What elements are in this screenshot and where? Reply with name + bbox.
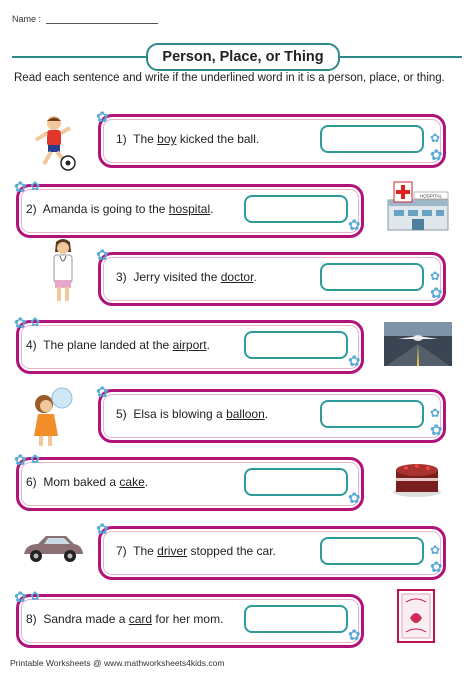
sentence-text: Amanda is going to the xyxy=(42,202,169,216)
airport-plane-picture xyxy=(384,322,452,366)
instructions: Read each sentence and write if the underlined word in it is a person, place, or thing. xyxy=(14,72,445,84)
flower-icon: ✿ xyxy=(348,353,361,370)
flower-icon: ✿ xyxy=(14,315,27,332)
flower-icon: ✿ xyxy=(430,559,443,576)
sentence-8 xyxy=(26,612,223,626)
hospital-building-picture xyxy=(386,178,450,232)
sentence-text: Mom baked a xyxy=(43,475,120,489)
answer-box-8[interactable] xyxy=(244,605,348,633)
item-number: 1) xyxy=(116,132,127,146)
flower-icon: ✿ xyxy=(96,521,109,538)
hospital-sign: HOSPITAL xyxy=(420,193,442,199)
flower-icon: ✿ xyxy=(430,406,441,420)
cake-picture xyxy=(392,458,442,498)
flower-icon: ✿ xyxy=(348,490,361,507)
item-number: 3) xyxy=(116,270,127,284)
underlined-word: card xyxy=(128,612,153,626)
sentence-2 xyxy=(26,202,214,216)
flower-icon: ✿ xyxy=(14,589,27,606)
underlined-word: hospital xyxy=(168,202,211,216)
flower-icon: ✿ xyxy=(30,452,41,466)
sentence-3 xyxy=(116,270,257,284)
flower-icon: ✿ xyxy=(430,285,443,302)
name-label: Name : xyxy=(12,14,42,24)
worksheet-title: Person, Place, or Thing xyxy=(146,43,340,71)
sentence-7 xyxy=(116,544,276,558)
underlined-word: driver xyxy=(157,544,188,558)
name-field-row xyxy=(12,14,158,24)
flower-icon: ✿ xyxy=(96,109,109,126)
underlined-word: balloon xyxy=(226,407,265,421)
sentence-text: . xyxy=(264,407,269,421)
footer-credit: Printable Worksheets @ www.mathworksheets4kids.com xyxy=(10,658,225,668)
flower-icon: ✿ xyxy=(30,315,41,329)
sentence-text: Sandra made a xyxy=(43,612,129,626)
sentence-text: . xyxy=(210,202,214,216)
answer-box-1[interactable] xyxy=(320,125,424,153)
flower-icon: ✿ xyxy=(14,179,27,196)
flower-icon: ✿ xyxy=(430,131,441,145)
answer-box-2[interactable] xyxy=(244,195,348,223)
sentence-text: Elsa is blowing a xyxy=(133,407,227,421)
underlined-word: boy xyxy=(157,132,177,146)
item-number: 7) xyxy=(116,544,127,558)
answer-box-4[interactable] xyxy=(244,331,348,359)
greeting-card-picture xyxy=(396,588,436,644)
underlined-word: doctor xyxy=(220,270,254,284)
sentence-5 xyxy=(116,407,268,421)
flower-icon: ✿ xyxy=(430,543,441,557)
flower-icon: ✿ xyxy=(96,384,109,401)
flower-icon: ✿ xyxy=(430,269,441,283)
flower-icon: ✿ xyxy=(430,147,443,164)
name-input-line[interactable] xyxy=(46,14,158,24)
sentence-4 xyxy=(26,338,210,352)
boy-kicking-ball-picture xyxy=(20,114,82,172)
flower-icon: ✿ xyxy=(30,179,41,193)
flower-icon: ✿ xyxy=(96,247,109,264)
answer-box-6[interactable] xyxy=(244,468,348,496)
item-number: 8) xyxy=(26,612,37,626)
sentence-text: Jerry visited the xyxy=(133,270,221,284)
sentence-text: The plane landed at the xyxy=(43,338,173,352)
girl-with-balloon-picture xyxy=(26,384,80,450)
flower-icon: ✿ xyxy=(430,422,443,439)
item-number: 4) xyxy=(26,338,37,352)
doctor-picture xyxy=(46,238,80,304)
answer-box-5[interactable] xyxy=(320,400,424,428)
sentence-1 xyxy=(116,132,259,146)
flower-icon: ✿ xyxy=(348,627,361,644)
flower-icon: ✿ xyxy=(14,452,27,469)
item-number: 2) xyxy=(26,202,37,216)
flower-icon: ✿ xyxy=(348,217,361,234)
sentence-text: kicked the ball. xyxy=(176,132,260,146)
item-number: 6) xyxy=(26,475,37,489)
item-number: 5) xyxy=(116,407,127,421)
sentence-text: . xyxy=(206,338,210,352)
sentence-text: stopped the car. xyxy=(187,544,276,558)
underlined-word: airport xyxy=(172,338,207,352)
sentence-text: . xyxy=(144,475,149,489)
sentence-text: . xyxy=(253,270,257,284)
sentence-text: The xyxy=(133,544,158,558)
flower-icon: ✿ xyxy=(30,589,41,603)
answer-box-3[interactable] xyxy=(320,263,424,291)
sentence-text: for her mom. xyxy=(152,612,224,626)
sentence-text: The xyxy=(133,132,158,146)
sentence-6 xyxy=(26,475,148,489)
underlined-word: cake xyxy=(119,475,145,489)
answer-box-7[interactable] xyxy=(320,537,424,565)
car-picture xyxy=(20,532,86,564)
